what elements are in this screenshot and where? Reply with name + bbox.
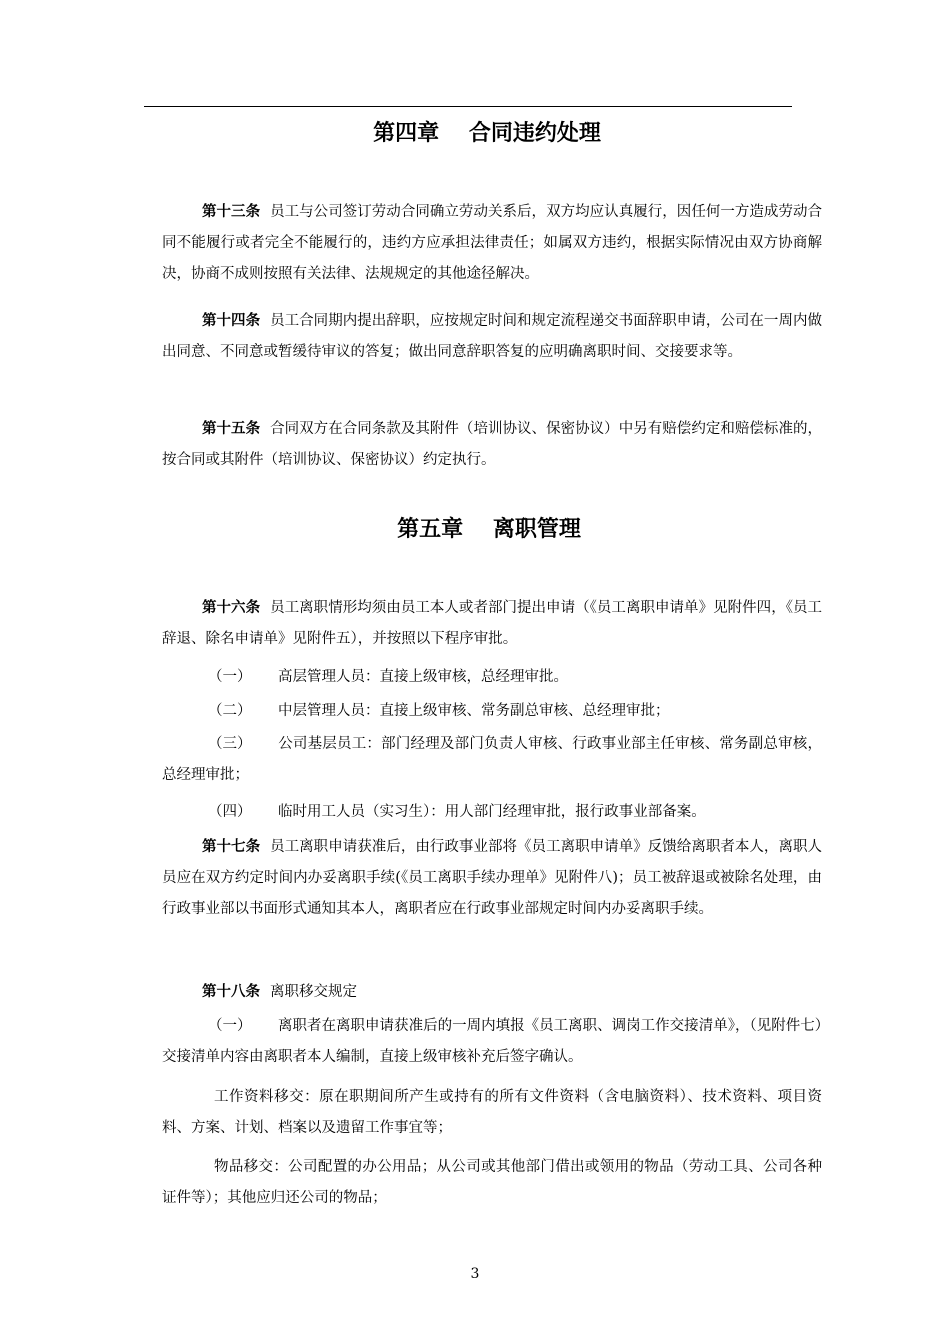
item-text: 高层管理人员：直接上级审核，总经理审批。: [278, 669, 568, 685]
article-17-text: 员工离职申请获准后，由行政事业部将《员工离职申请单》反馈给离职者本人，离职人员应在双方约定时间内办妥离职手续(《员工离职手续办理单》见附件八)；员工被辞退或被除名处理，由行政事业部以书面形式通知其本人，离职者应在行政事业部规定时间内办妥离职手续。: [162, 839, 823, 917]
handover-documents: 工作资料移交：原在职期间所产生或持有的所有文件资料（含电脑资料）、技术资料、项目资料、方案、计划、档案以及遗留工作事宜等；: [162, 1089, 822, 1136]
item-number: （二）: [208, 703, 252, 719]
article-18-text: 离职移交规定: [270, 984, 357, 1000]
article-18-label: 第十八条: [202, 983, 260, 1000]
article-17-label: 第十七条: [202, 838, 261, 855]
chapter-4-title: 第四章 合同违约处理: [373, 120, 601, 146]
article-13-text: 员工与公司签订劳动合同确立劳动关系后，双方均应认真履行，因任何一方造成劳动合同不能履行或者完全不能履行的，违约方应承担法律责任；如属双方违约，根据实际情况由双方协商解决，协商不成则按照有关法律、法规规定的其他途径解决。: [162, 204, 823, 282]
article-18: [162, 976, 822, 1008]
article-15: [162, 413, 822, 476]
page-number: 3: [470, 1266, 480, 1282]
item-number: （一）: [208, 669, 252, 685]
article-15-text: 合同双方在合同条款及其附件（培训协议、保密协议）中另有赔偿约定和赔偿标准的，按合同或其附件（培训协议、保密协议）约定执行。: [162, 421, 823, 468]
article-13: [162, 196, 822, 290]
item-number: （一）: [208, 1018, 252, 1034]
item-text: 离职者在离职申请获准后的一周内填报《员工离职、调岗工作交接清单》，（见附件七）交接清单内容由离职者本人编制，直接上级审核补充后签字确认。: [162, 1018, 822, 1065]
item-text: 临时用工人员（实习生）：用人部门经理审批，报行政事业部备案。: [278, 804, 706, 820]
item-text: 中层管理人员：直接上级审核、常务副总审核、总经理审批；: [278, 703, 670, 719]
article-16-label: 第十六条: [202, 599, 261, 616]
article-17: [162, 831, 822, 925]
item-text: 公司基层员工：部门经理及部门负责人审核、行政事业部主任审核、常务副总审核，总经理审批；: [162, 736, 822, 783]
article-13-label: 第十三条: [202, 203, 261, 220]
article-14-text: 员工合同期内提出辞职，应按规定时间和规定流程递交书面辞职申请，公司在一周内做出同意、不同意或暂缓待审议的答复；做出同意辞职答复的应明确离职时间、交接要求等。: [162, 313, 823, 360]
article-16-item-2: [162, 696, 822, 727]
article-16-text: 员工离职情形均须由员工本人或者部门提出申请（《员工离职申请单》见附件四，《员工辞退、除名申请单》见附件五），并按照以下程序审批。: [162, 600, 823, 647]
article-15-label: 第十五条: [202, 420, 261, 437]
article-14: [162, 305, 822, 368]
item-number: （三）: [208, 736, 252, 752]
handover-items: 物品移交：公司配置的办公用品；从公司或其他部门借出或领用的物品（劳动工具、公司各种证件等）；其他应归还公司的物品；: [162, 1159, 822, 1206]
article-16-item-3: [162, 729, 822, 791]
article-16: [162, 592, 822, 655]
chapter-5-title: 第五章 离职管理: [397, 516, 581, 542]
article-16-item-1: [162, 662, 822, 693]
article-18-item-1: [162, 1011, 822, 1073]
article-14-label: 第十四条: [202, 312, 261, 329]
article-16-item-4: [162, 797, 822, 828]
item-number: （四）: [208, 804, 252, 820]
header-rule: [144, 106, 792, 107]
